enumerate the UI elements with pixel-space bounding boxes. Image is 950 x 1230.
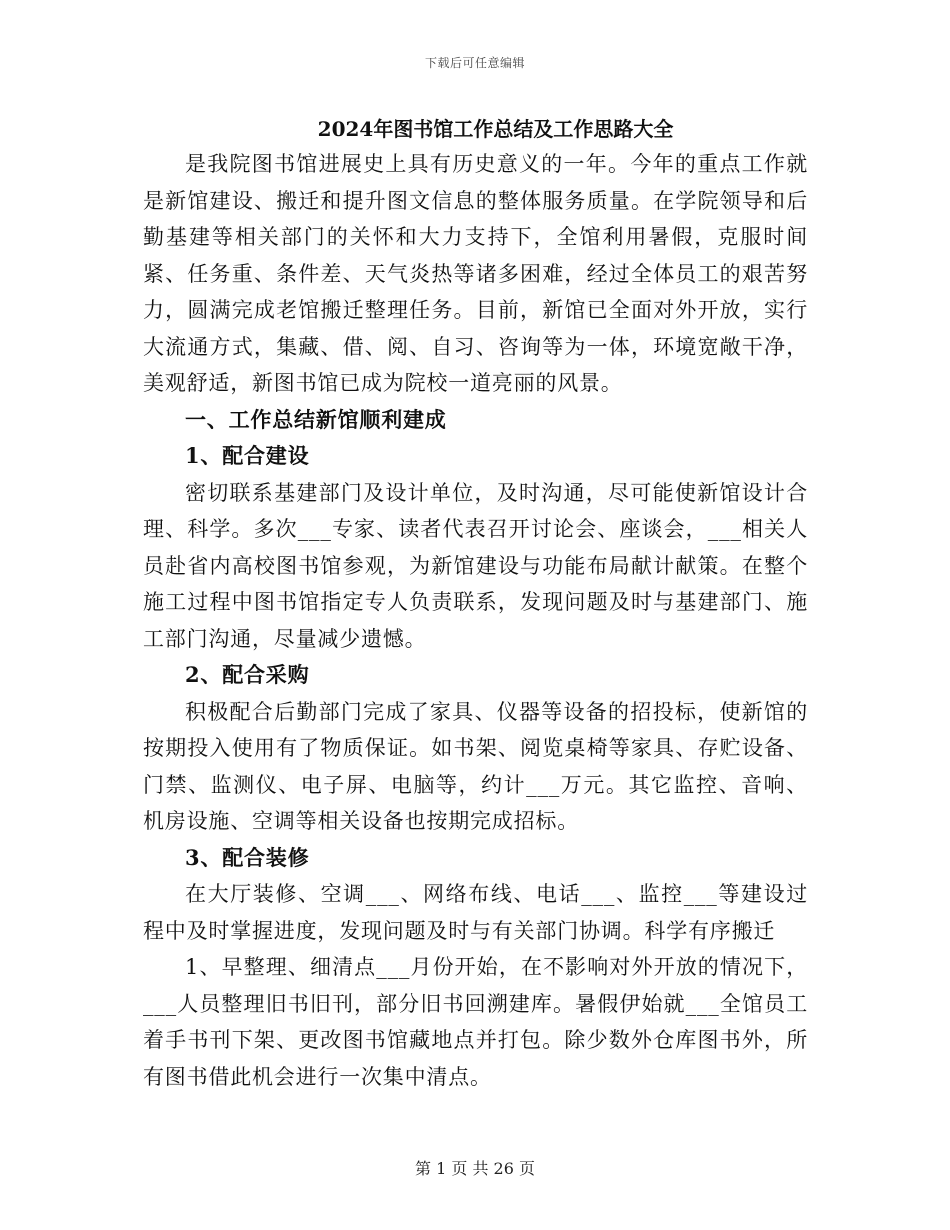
document-title: 2024年图书馆工作总结及工作思路大全 [317,117,674,141]
intro-paragraph: 是我院图书馆进展史上具有历史意义的一年。今年的重点工作就是新馆建设、搬迁和提升图文信息的整体服务质量。在学院领导和后勤基建等相关部门的关怀和大力支持下，全馆利用暑假，克服时间紧、任务重、条件差、天气炎热等诸多困难，经过全体员工的艰苦努力，圆满完成老馆搬迁整理任务。目前，新馆已全面对外开放，实行大流通方式，集藏、借、阅、自习、咨询等为一体，环境宽敞干净，美观舒适，新图书馆已成为院校一道亮丽的风景。 [143,152,808,395]
header-note: 下载后可任意编辑 [424,56,525,70]
subsection-heading: 1、配合建设 [185,443,310,468]
body-paragraph: 1、早整理、细清点___月份开始，在不影响对外开放的情况下，___人员整理旧书旧刊，部分旧书回溯建库。暑假伊始就___全馆员工着手书刊下架、更改图书馆藏地点并打包。除少数外仓库图书外，所有图书借此机会进行一次集中清点。 [143,955,808,1089]
document-body [143,112,808,1095]
subsection-heading: 2、配合采购 [185,662,310,687]
page-number-footer: 第 1 页 共 26 页 [415,1159,535,1178]
body-paragraph: 积极配合后勤部门完成了家具、仪器等设备的招投标，使新馆的按期投入使用有了物质保证。如书架、阅览桌椅等家具、存贮设备、门禁、监测仪、电子屏、电脑等，约计___万元。其它监控、音响、机房设施、空调等相关设备也按期完成招标。 [143,699,808,833]
subsection-heading: 3、配合装修 [185,844,310,870]
body-paragraph: 密切联系基建部门及设计单位，及时沟通，尽可能使新馆设计合理、科学。多次___专家、读者代表召开讨论会、座谈会，___相关人员赴省内高校图书馆参观，为新馆建设与功能布局献计献策。在整个施工过程中图书馆指定专人负责联系，发现问题及时与基建部门、施工部门沟通，尽量减少遗憾。 [143,480,808,651]
body-paragraph: 在大厅装修、空调___、网络布线、电话___、监控___等建设过程中及时掌握进度，发现问题及时与有关部门协调。科学有序搬迁 [143,882,808,943]
section-heading: 一、工作总结新馆顺利建成 [185,406,447,432]
